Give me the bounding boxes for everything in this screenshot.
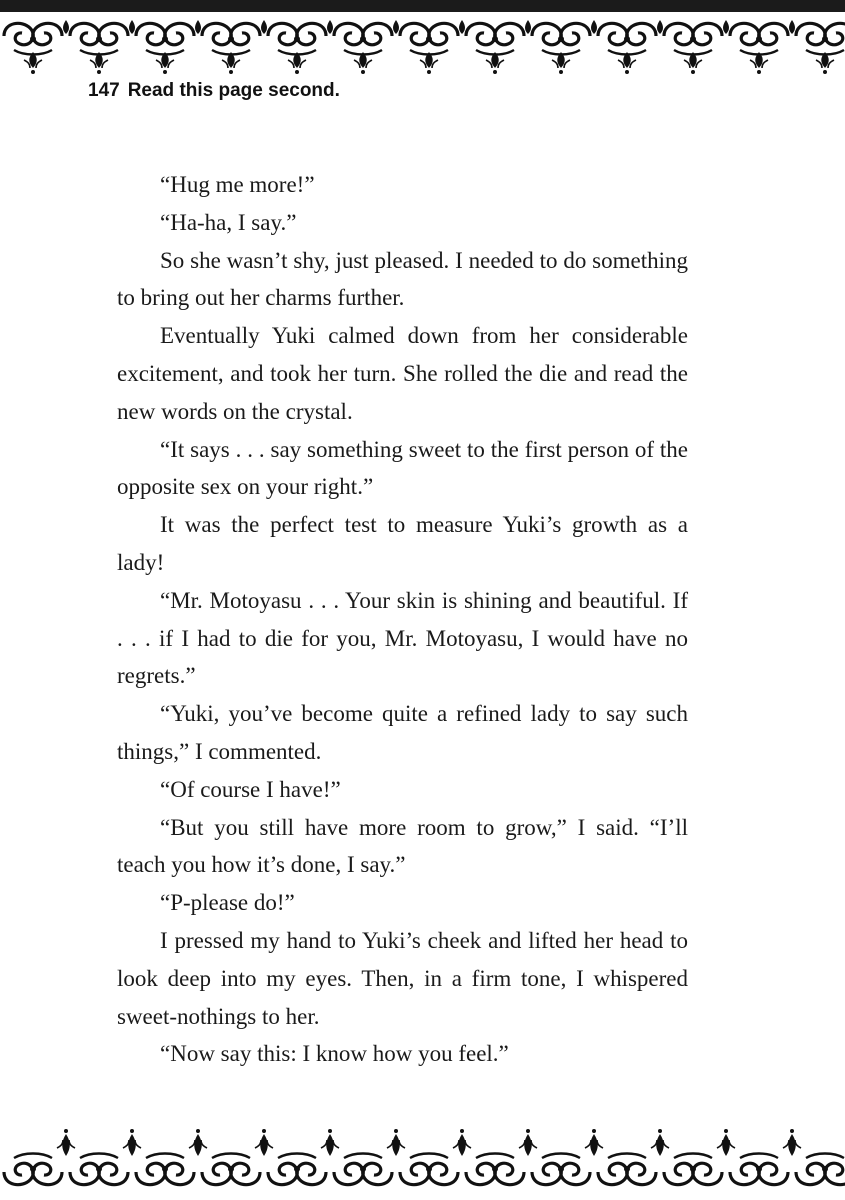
paragraph: “Of course I have!”	[160, 776, 341, 802]
paragraph: “Yuki, you’ve become quite a refined lady to say such things,” I commented.	[117, 701, 688, 764]
top-dark-bar	[0, 0, 845, 12]
paragraph: “But you still have more room to grow,” I said. “I’ll teach you how it’s done, I say.”	[117, 814, 688, 878]
paragraph: So she wasn’t shy, just pleased. I needed to do something to bring out her charms further.	[117, 247, 688, 311]
reading-order-note: Read this page second.	[127, 80, 340, 101]
paragraph: Eventually Yuki calmed down from her considerable excitement, and took her turn. She rolled the die and read the new words on the crystal.	[117, 323, 688, 424]
paragraph: “Mr. Motoyasu . . . Your skin is shining and beautiful. If . . . if I had to die for you, Mr. Motoyasu, I would have no regrets.”	[117, 587, 688, 689]
paragraph: It was the perfect test to measure Yuki’s growth as a lady!	[117, 512, 688, 575]
page-number: 147	[88, 80, 120, 101]
body-text	[117, 166, 688, 1073]
top-ornamental-border	[0, 12, 845, 80]
paragraph: “Hug me more!”	[160, 172, 315, 197]
bottom-ornamental-border	[0, 1128, 845, 1200]
paragraph: “P-please do!”	[160, 890, 295, 916]
page-header	[88, 80, 340, 102]
paragraph: “It says . . . say something sweet to the first person of the opposite sex on your right.”	[117, 436, 688, 500]
paragraph: I pressed my hand to Yuki’s cheek and lifted her head to look deep into my eyes. Then, in a firm tone, I whispered sweet-nothings to her.	[117, 927, 688, 1029]
paragraph: “Ha-ha, I say.”	[160, 209, 297, 235]
paragraph: “Now say this: I know how you feel.”	[160, 1041, 509, 1067]
